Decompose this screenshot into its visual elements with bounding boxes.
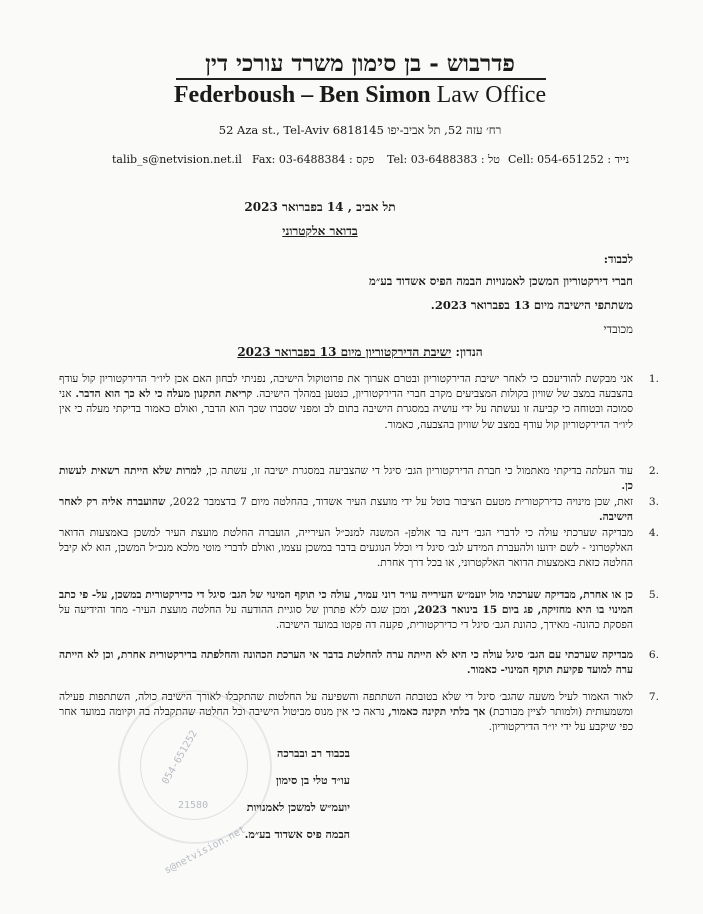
paragraph-text: אני מבקשת להודיעכם כי לאחר ישיבת הדירקטוריון ובטרם אערוך את פרוטוקול הישיבה, נפניתי לבחון האם אכן ליו״ר הדירקטוריון קול עודף בהצבעה במצב של שוויון בקולות המצביעים מקרב חברי הדירקטוריון, כנטען במהלך הישיבה. — [59, 373, 633, 401]
letterhead-address: 52 Aza st., Tel-Aviv 6818145 רח׳ עזה 52, תל אביב-יפו — [218, 123, 502, 137]
greeting: מכובדי — [603, 322, 633, 336]
date-line: תל אביב , 14 בפברואר 2023 — [244, 200, 396, 214]
paragraph-bold: קריאת התקנון מעלה כי לא כך הוא הדבר. — [75, 388, 253, 401]
contact-fax: Fax: 03-6488384 : פקס — [252, 153, 375, 166]
paragraph-number: .2 — [648, 465, 659, 477]
paragraph-bold: שהועברה אליה רק לאחר הישיבה. — [59, 496, 633, 524]
contact-email: talib_s@netvision.net.il — [112, 153, 242, 166]
stamp-text-email: s@netvision.net — [162, 824, 248, 877]
signature-org: הבמה פיס אשדוד בע״מ. — [244, 828, 350, 841]
recipient-line-1: חברי דירקטוריון המשכן לאמנויות הבמה הפיס אשדוד בע״מ — [369, 274, 633, 288]
paragraph-text: זאת, שכן מינויה כדירקטורית מטעם הציבור בוטל על ידי מועצת העיר אשדוד, בהחלטה מיום 7 בדצמבר 2022, — [169, 496, 634, 508]
paragraph-rest: אני סמוכה ובטוחה כי קביעה זו נעשתה על ידי עושיה במסגרת הישיבה בתום לב ומפני שסברו שכך הוא הדבר, ואולם כאמור בדיקתי מעלה כי אין ליו״ר הדירקטוריון קול עודף במצב של שוויון בהצבעה, כאמור. — [59, 388, 633, 431]
subject-text: ישיבת הדירקטוריון מיום 13 בפברואר 2023 — [237, 345, 452, 359]
paragraph-text: עוד העלתה בדיקתי מאתמול כי חברת הדירקטוריון הגב׳ סיגל די שהצביעה במסגרת ישיבה זו, עשתה כן, — [205, 465, 633, 477]
signature-closing: בכבוד רב ובברכה — [277, 747, 350, 760]
paragraph-bold: אך בלתי תקינה כאמור, — [388, 706, 486, 719]
letterhead-rule — [176, 78, 546, 80]
stamp-text-phone: 054-651252 — [160, 728, 200, 787]
paragraph-number: .4 — [648, 527, 659, 539]
letterhead-english-name — [150, 82, 570, 109]
letterhead-english-rest: Law Office — [430, 82, 547, 108]
letterhead-english-bold: Federboush – Ben Simon — [173, 82, 431, 108]
signature-block — [230, 740, 350, 848]
paragraph-5 — [59, 588, 659, 634]
subject-label: הנדון: — [455, 345, 483, 359]
paragraph-number: .3 — [648, 496, 659, 508]
signature-name: עו״ד טלי בן סימון — [275, 774, 350, 787]
paragraph-bold: מבדיקה שערכתי עם הגב׳ סיגל עולה כי היא לא הייתה ערה להחלטת בדבר אי הערכת הכהונה והחלפתה בדירקטורית אחרת, וכן לא הייתה ערה למועד פקיעת תוקף המינוי- כאמור. — [59, 649, 633, 677]
paragraph-4 — [59, 526, 659, 572]
contact-cell: Cell: 054-651252 : נייד — [508, 153, 630, 166]
stamp-text-number: 21580 — [178, 800, 209, 811]
paragraph-1 — [59, 372, 659, 433]
paragraph-number: .1 — [648, 373, 659, 385]
paragraph-2 — [59, 464, 659, 494]
paragraph-bold: למרות שלא הייתה רשאית לעשות כן. — [59, 465, 633, 493]
recipient-label: לכבוד: — [603, 252, 633, 266]
signature-role: יועמ״ש למשכן לאמנויות — [246, 801, 350, 814]
paragraph-text: מבדיקה שערכתי עולה כי לדברי הגב׳ דינה בר אולפן- המשנה למנכ״ל העירייה, הועברה החלטת מועצת העיר למשכן באמצעות הדואר האלקטרוני - לשם ידועו ולהעברת המידע לגב׳ סיגל די וכלל הנוגעים בדבר במשכן עצמו, ואולם לדברי מוטי מלכא מנכ״ל המשכן, הוא לא קיבל החלטה כזאת באמצעות הדואר האלקטרוני, או בכל דרך אחרת. — [59, 527, 633, 570]
letterhead-hebrew-name: פדרבוש - בן סימון משרד עורכי דין — [205, 50, 515, 77]
paragraph-3 — [59, 495, 659, 525]
paragraph-number: .5 — [648, 589, 659, 601]
paragraph-rest: ומכן שגם ללא פתרון של סוגיית ההודעה על החלטה מועצת העיר- מחד והידיעה על הפסקת כהונה- מאידך, כהונת הגב׳ סיגל די כדירקטורית, פקעה דה פקטו במועד הישיבה. — [59, 604, 633, 632]
recipient-line-2: משתתפי הישיבה מיום 13 בפברואר 2023. — [430, 298, 633, 312]
paragraph-number: .7 — [648, 691, 659, 703]
paragraph-text: לאור האמור לעיל משעה שהגב׳ סיגל די שלא בטובתה השתתפה והשפיעה על החלטות שהתקבלו לאורך הישיבה כולה, השתתפות פעילה ומשמעותית (ולמותר לציין מבורכת) — [59, 691, 634, 719]
subject-line — [120, 345, 600, 360]
paragraph-6 — [59, 648, 659, 678]
paragraph-bold: כן או אחרת, מבדיקה שערכתי מול יועמ״ש העירייה עו״ד רוני עמיר, עולה כי תוקף המינוי של הגב׳ סיגל די כדירקטורית במשכן, על- פי כתב המינוי בו היא מחזיקה, פג ביום 15 בינואר 2023, — [59, 589, 634, 617]
paragraph-number: .6 — [648, 649, 659, 661]
delivery-method: בדואר אלקטרוני — [282, 224, 358, 238]
contact-tel: Tel: 03-6488383 : טל — [387, 153, 500, 166]
paragraph-rest: נראה כי אין מנוס מביטול הישיבה וכל החלטה שהתקבלה בה וקיומה במועד אחר כפי שיקבע על ידי יו״ר הדירקטוריון. — [59, 706, 633, 734]
